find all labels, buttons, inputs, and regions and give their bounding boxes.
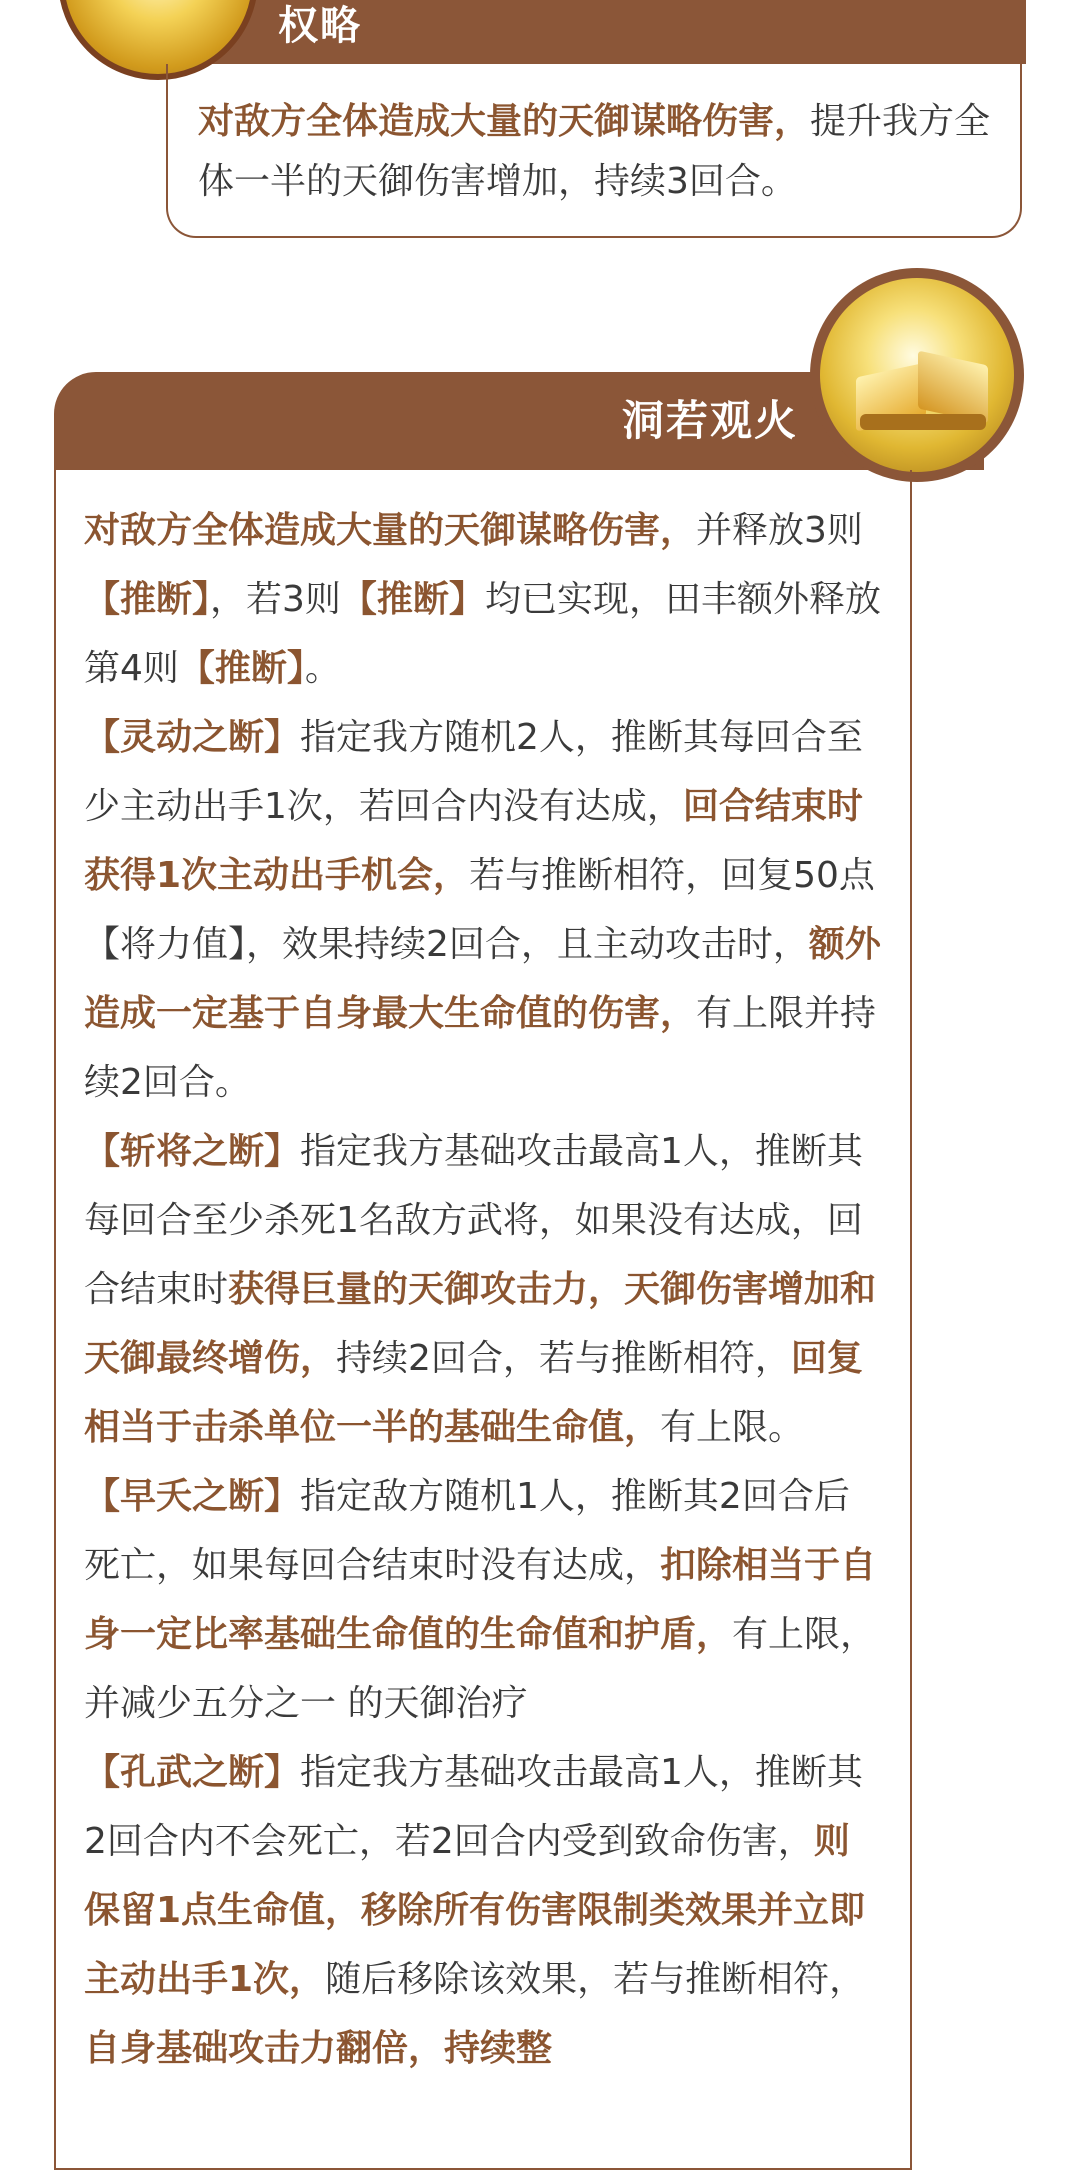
inference-tag: 【推断】 bbox=[340, 579, 485, 620]
intro-text: ，若3则 bbox=[210, 579, 341, 620]
paragraph-bold: 扣除相当于自身一定比率基础生命值的生命值和护盾， bbox=[84, 1545, 877, 1655]
kongwu-paragraph bbox=[84, 1738, 884, 2083]
paragraph-text: 有上限。 bbox=[660, 1407, 805, 1448]
paragraph-text: 随后移除该效果，若与推断相符， bbox=[325, 1959, 866, 2000]
card1-desc-text: 提升我方全体一半的天御伤害增加，持续3回合。 bbox=[198, 101, 991, 202]
paragraph-text: 指定我方基础攻击最高1人，推断其每回合至少杀死1名敌方武将，如果没有达成，回合结束时 bbox=[84, 1131, 863, 1310]
paragraph-text: 有上限，并减少五分之一 的天御治疗 bbox=[84, 1614, 877, 1724]
zaoyao-paragraph bbox=[84, 1462, 884, 1738]
paragraph-text: 有上限并持续2回合。 bbox=[84, 993, 877, 1103]
paragraph-text: 持续2回合，若与推断相符， bbox=[336, 1338, 791, 1379]
paragraph-bold: 自身基础攻击力翻倍，持续整 bbox=[84, 2028, 553, 2069]
paragraph-text: 指定我方随机2人，推断其每回合至少主动出手1次，若回合内没有达成， bbox=[84, 717, 863, 827]
paragraph-bold: 回复相当于击杀单位一半的基础生命值， bbox=[84, 1338, 863, 1448]
paragraph-text: 若与推断相符，回复50点【将力值】，效果持续2回合，且主动攻击时， bbox=[84, 855, 875, 965]
paragraph-text: 指定我方基础攻击最高1人，推断其2回合内不会死亡，若2回合内受到致命伤害， bbox=[84, 1752, 863, 1862]
paragraph-bold: 则保留1点生命值，移除所有伤害限制类效果并立即主动出手1次， bbox=[84, 1821, 866, 2000]
intro-text: 均已实现，田丰额外释放第4则 bbox=[84, 579, 881, 689]
intro-paragraph bbox=[84, 496, 884, 703]
kongwu-tag: 【孔武之断】 bbox=[84, 1752, 301, 1793]
intro-text: 并释放3则 bbox=[696, 510, 863, 551]
book-medal-icon bbox=[810, 268, 1024, 482]
lingdong-paragraph bbox=[84, 703, 884, 1117]
zaoyao-tag: 【早夭之断】 bbox=[84, 1476, 301, 1517]
card2-title: 洞若观火 bbox=[622, 396, 799, 445]
paragraph-bold: 回合结束时获得1次主动出手机会， bbox=[84, 786, 863, 896]
paragraph-text: 指定敌方随机1人，推断其2回合后死亡，如果每回合结束时没有达成， bbox=[84, 1476, 850, 1586]
intro-text: 。 bbox=[304, 648, 341, 689]
inference-tag: 【推断】 bbox=[84, 579, 211, 620]
zhanjiang-paragraph bbox=[84, 1117, 884, 1462]
zhanjiang-tag: 【斩将之断】 bbox=[84, 1131, 301, 1172]
paragraph-bold: 获得巨量的天御攻击力，天御伤害增加和天御最终增伤， bbox=[84, 1269, 877, 1379]
lingdong-tag: 【灵动之断】 bbox=[84, 717, 301, 758]
card2-description bbox=[84, 496, 884, 2083]
card1-description bbox=[166, 64, 1022, 238]
card1-title: 权略 bbox=[278, 3, 362, 49]
inference-tag: 【推断】 bbox=[178, 648, 305, 689]
card1-desc-bold: 对敌方全体造成大量的天御谋略伤害， bbox=[198, 101, 811, 142]
intro-bold: 对敌方全体造成大量的天御谋略伤害， bbox=[84, 510, 697, 551]
paragraph-bold: 额外造成一定基于自身最大生命值的伤害， bbox=[84, 924, 881, 1034]
